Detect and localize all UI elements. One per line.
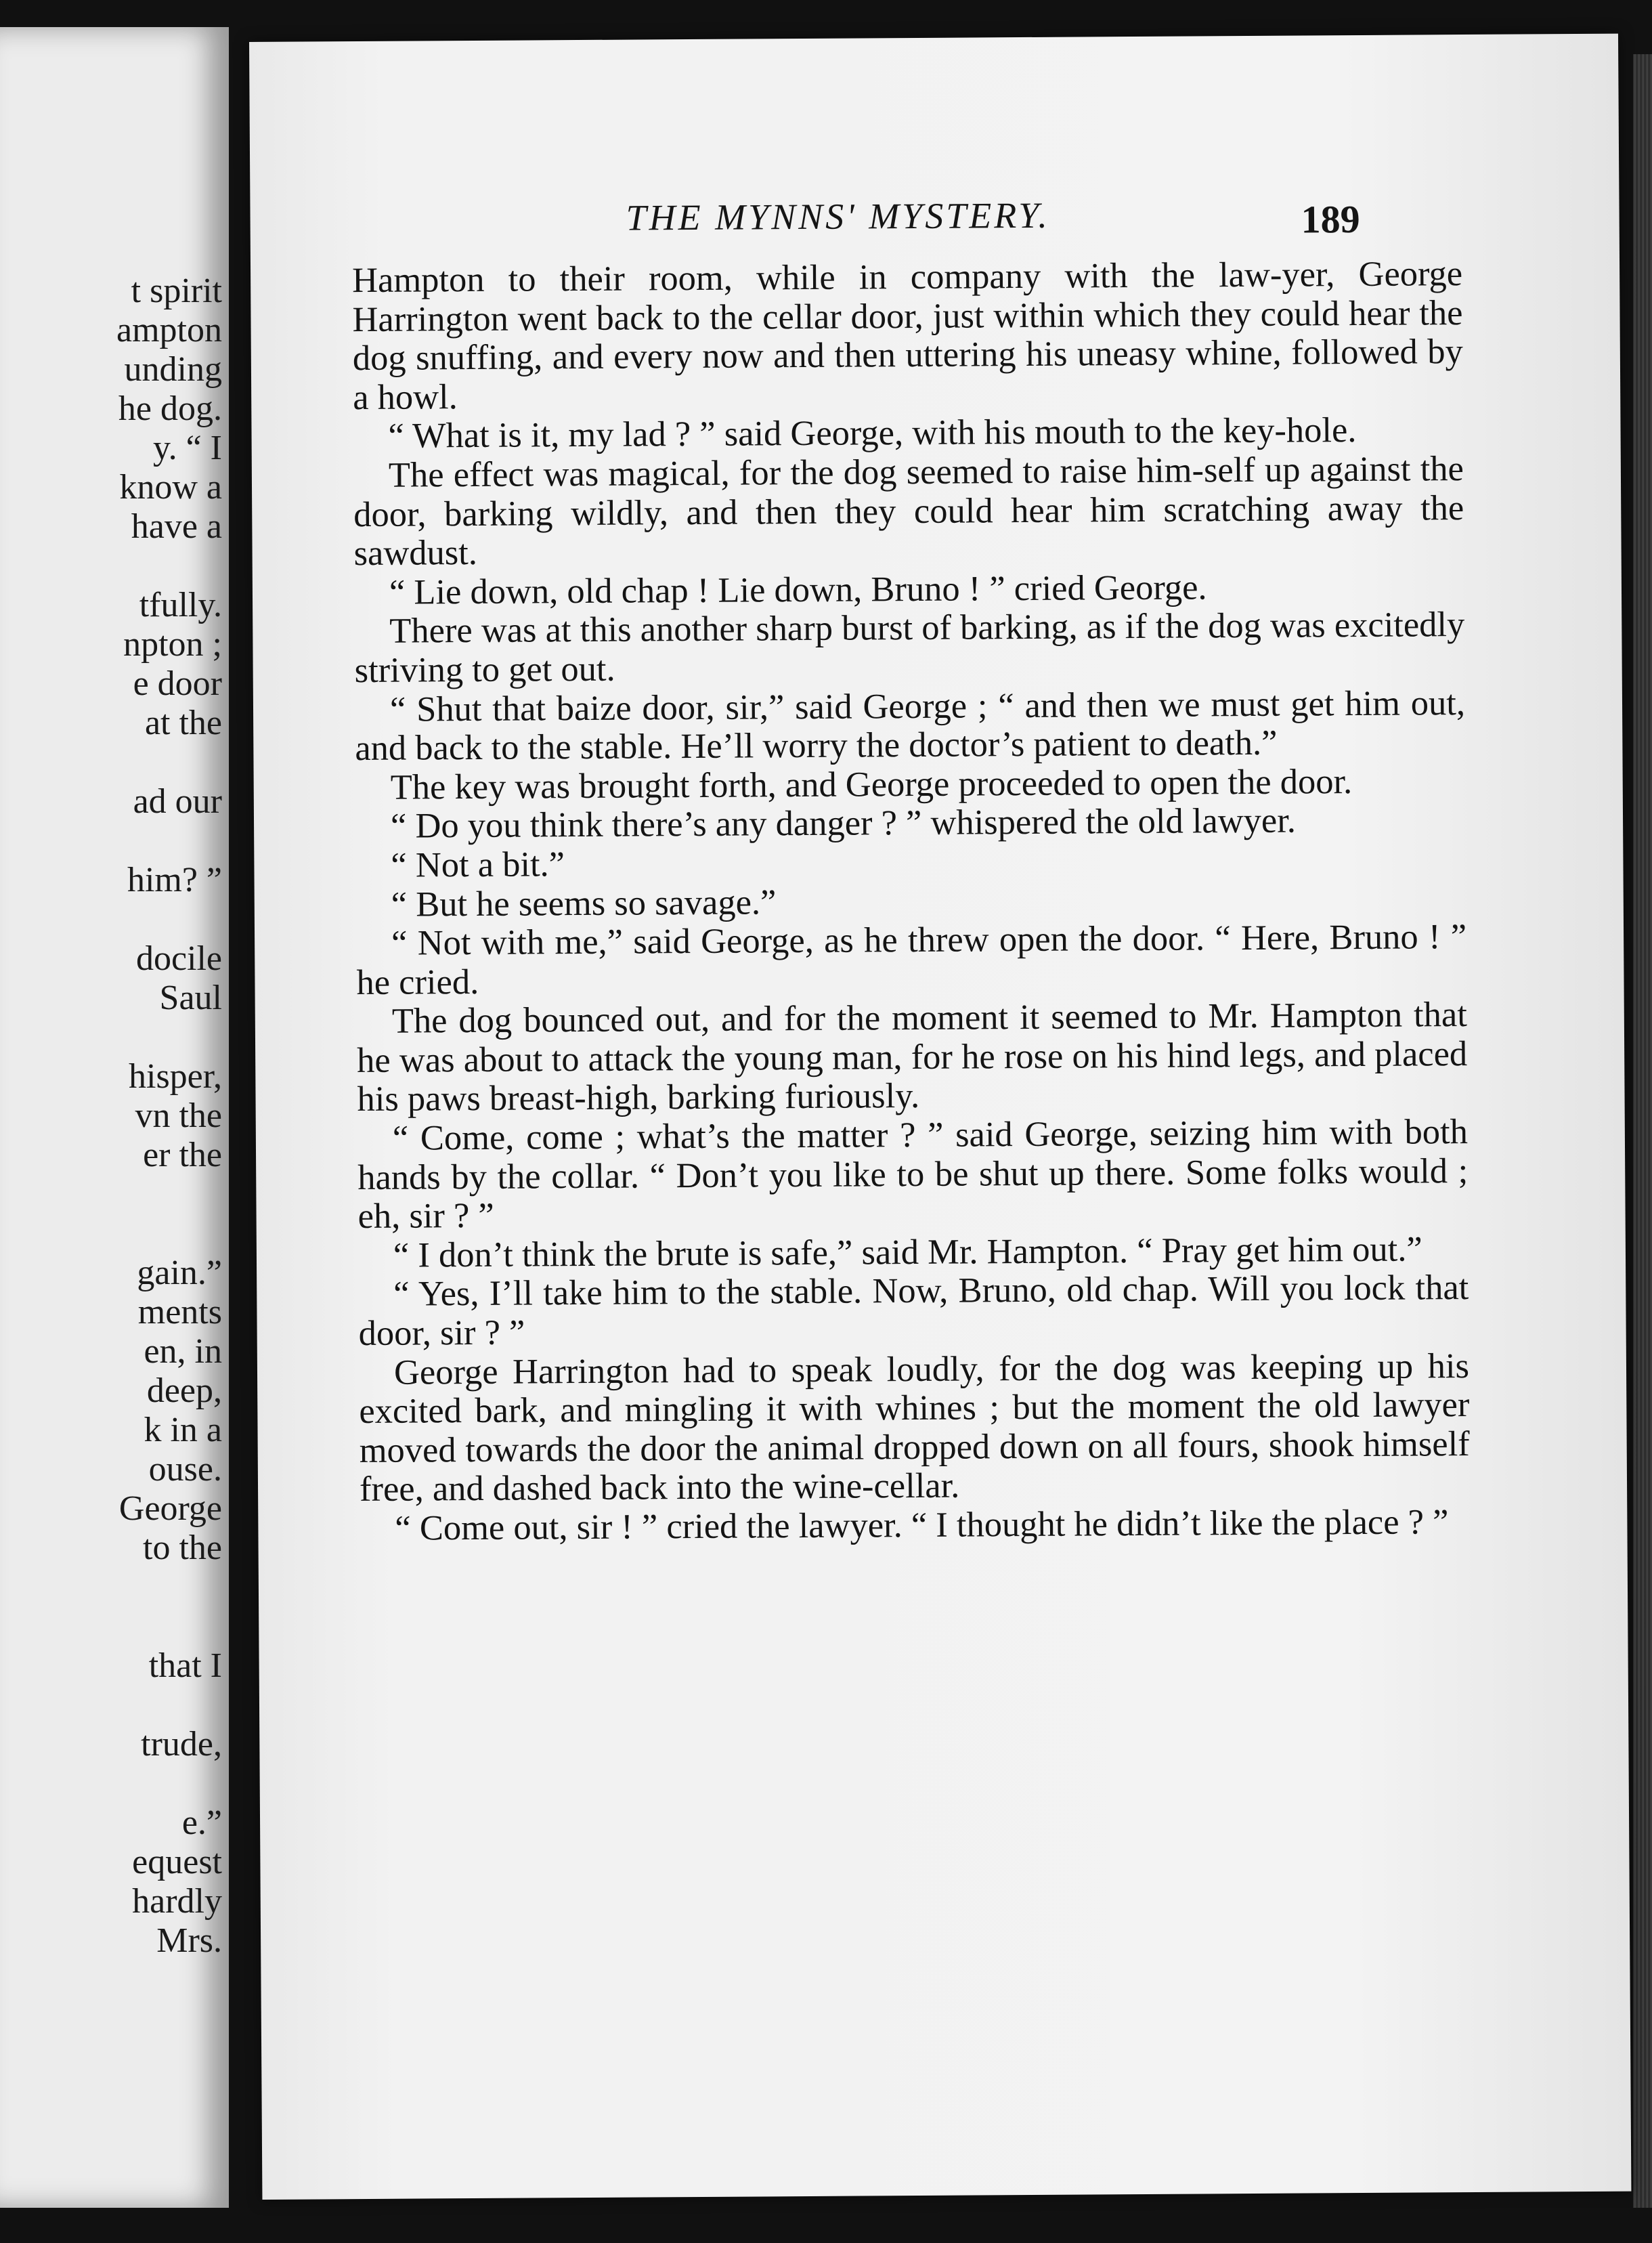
left-page-line: e.”	[181, 1803, 222, 1842]
left-page-line: at the	[144, 704, 222, 742]
left-page-line: George	[118, 1489, 222, 1528]
running-head: THE MYNNS' MYSTERY.	[626, 194, 1051, 238]
left-page-line: en, in	[144, 1332, 222, 1371]
left-page-line: npton ;	[123, 625, 222, 664]
left-page-line: that I	[148, 1646, 222, 1685]
left-page-line: ments	[137, 1293, 222, 1331]
paragraph: “ Come out, sir ! ” cried the lawyer. “ I thought he didn’t like the place ? ”	[395, 1502, 1449, 1548]
paragraph: “ Not with me,” said George, as he threw open the door. “ Here, Bruno ! ” he cried.	[356, 917, 1467, 1002]
left-page-line: Mrs.	[156, 1921, 222, 1960]
left-page-line: vn the	[135, 1096, 222, 1135]
paragraph: “ Do you think there’s any danger ? ” whispered the old lawyer.	[390, 800, 1297, 847]
left-page-line: trude,	[141, 1725, 222, 1764]
left-page-line: equest	[132, 1843, 222, 1881]
left-page-line: ouse.	[148, 1450, 222, 1489]
left-page-line: e door	[133, 664, 222, 703]
left-page-line: k in a	[144, 1411, 222, 1449]
paragraph: “ I don’t think the brute is safe,” said Mr. Hampton. “ Pray get him out.”	[393, 1229, 1422, 1275]
left-page-line: him? ”	[127, 861, 222, 899]
left-page-line: to the	[143, 1529, 222, 1567]
book-page	[249, 34, 1631, 2200]
left-page-line: have a	[131, 507, 222, 546]
page-number: 189	[1301, 196, 1360, 242]
paragraph: “ But he seems so savage.”	[391, 882, 777, 924]
left-page-line: gain.”	[137, 1254, 222, 1292]
left-page-line: tfully.	[139, 586, 222, 624]
paragraph: “ Come, come ; what’s the matter ? ” said George, seizing him with both hands by the collar. “ Don’t you like to be shut up there. Some folks would ; eh, sir ? ”	[357, 1112, 1469, 1237]
left-page-line: he dog.	[118, 389, 222, 428]
left-page-line: ad our	[133, 782, 222, 821]
body-text	[352, 255, 1471, 1549]
paragraph: “ Shut that baize door, sir,” said George ; “ and then we must get him out, and back to the stable. He’ll worry the doctor’s patient to death.”	[355, 683, 1466, 769]
paragraph: The dog bounced out, and for the moment it seemed to Mr. Hampton that he was about to attack the young man, for he rose on his hind legs, and placed his paws breast-high, barking furiously.	[357, 995, 1468, 1119]
left-page-line: er the	[143, 1136, 222, 1174]
left-page-line: know a	[119, 468, 222, 507]
left-page-line: deep,	[146, 1371, 222, 1410]
paragraph: “ Yes, I’ll take him to the stable. Now, Bruno, old chap. Will you lock that door, sir ? ”	[358, 1268, 1469, 1354]
paragraph: “ Lie down, old chap ! Lie down, Bruno ! ” cried George.	[389, 568, 1207, 612]
left-page-line: docile	[135, 939, 222, 978]
left-page-line: unding	[124, 350, 222, 389]
left-page-line: Saul	[159, 979, 222, 1017]
paragraph: “ What is it, my lad ? ” said George, with his mouth to the key-hole.	[388, 410, 1357, 456]
paragraph: There was at this another sharp burst of barking, as if the dog was excitedly striving to get out.	[354, 605, 1465, 691]
left-page-line: hardly	[132, 1882, 222, 1921]
left-page-line: hisper,	[129, 1057, 222, 1096]
left-page-line: ampton	[116, 311, 222, 349]
paragraph: The key was brought forth, and George proceeded to open the door.	[390, 761, 1353, 807]
paragraph: George Harrington had to speak loudly, for the dog was keeping up his excited bark, and mingling it with whines ; but the moment the old lawyer moved towards the door the animal dropped down on all fours, shook himself free, and dashed back into the wine-cellar.	[359, 1346, 1470, 1510]
paragraph: The effect was magical, for the dog seemed to raise him-self up against the door, barking wildly, and then they could hear him scratching away the sawdust.	[353, 449, 1464, 574]
left-page-line: y. “ I	[152, 429, 222, 467]
paragraph: Hampton to their room, while in company with the law-yer, George Harrington went back to the cellar door, just within which they could hear the dog snuffing, and every now and then uttering his uneasy whine, followed by a howl.	[351, 254, 1464, 417]
left-page-line: t spirit	[131, 272, 222, 310]
paragraph: “ Not a bit.”	[391, 845, 565, 885]
previous-page-edge	[0, 27, 229, 2208]
page-stack-edges	[1633, 54, 1652, 2208]
